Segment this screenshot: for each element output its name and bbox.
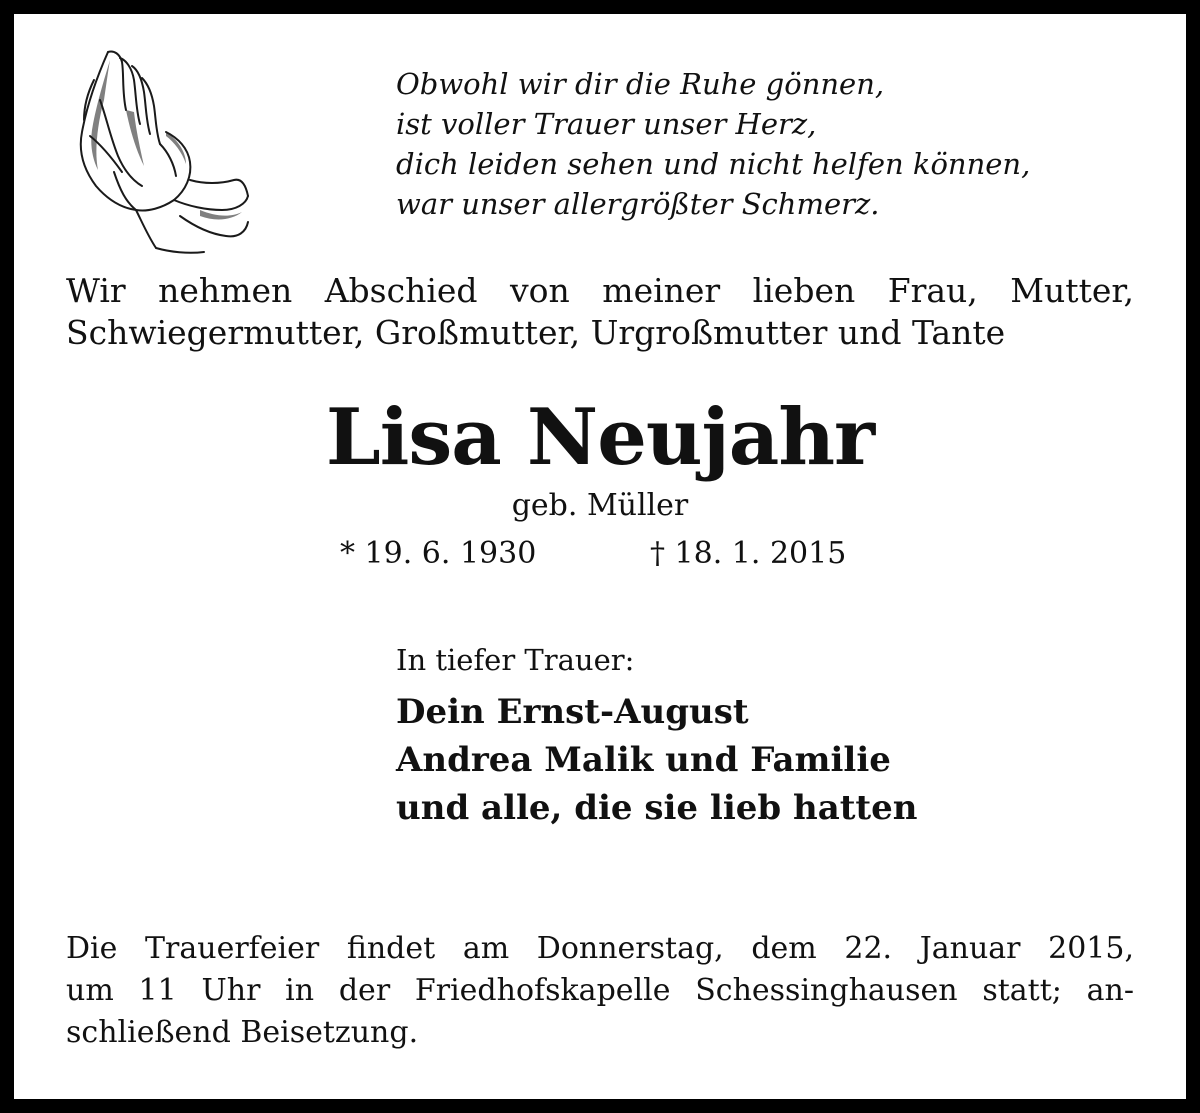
- poem: [396, 64, 1156, 224]
- mourner-name: Dein Ernst-August: [396, 692, 749, 732]
- mourner-name: Andrea Malik und Familie: [396, 740, 891, 780]
- poem-line: Obwohl wir dir die Ruhe gönnen,: [396, 67, 885, 101]
- mourner-name: und alle, die sie lieb hatten: [396, 788, 918, 828]
- mourners-list: [396, 688, 918, 832]
- farewell-intro: [66, 270, 1134, 354]
- service-line: schließend Beisetzung.: [66, 1015, 419, 1050]
- poem-line: ist voller Trauer unser Herz,: [396, 107, 817, 141]
- mourners-label: In tiefer Trauer:: [396, 643, 635, 677]
- deceased-name: Lisa Neujahr: [325, 392, 875, 483]
- praying-hands-icon: [70, 40, 255, 260]
- service-line: um 11 Uhr in der Friedhofskapelle Schessinghausen statt; an-: [66, 973, 1134, 1008]
- funeral-service-notice: [66, 928, 1134, 1054]
- birth-date: * 19. 6. 1930: [340, 536, 537, 571]
- service-line: Die Trauerfeier findet am Donnerstag, dem 22. Januar 2015,: [66, 931, 1134, 966]
- maiden-name: geb. Müller: [511, 488, 689, 523]
- poem-line: war unser allergrößter Schmerz.: [396, 187, 880, 221]
- death-date: † 18. 1. 2015: [650, 536, 847, 571]
- farewell-intro-line: Schwiegermutter, Großmutter, Urgroßmutter und Tante: [66, 313, 1006, 352]
- poem-line: dich leiden sehen und nicht helfen können,: [396, 147, 1031, 181]
- farewell-intro-line: Wir nehmen Abschied von meiner lieben Frau, Mutter,: [66, 271, 1134, 310]
